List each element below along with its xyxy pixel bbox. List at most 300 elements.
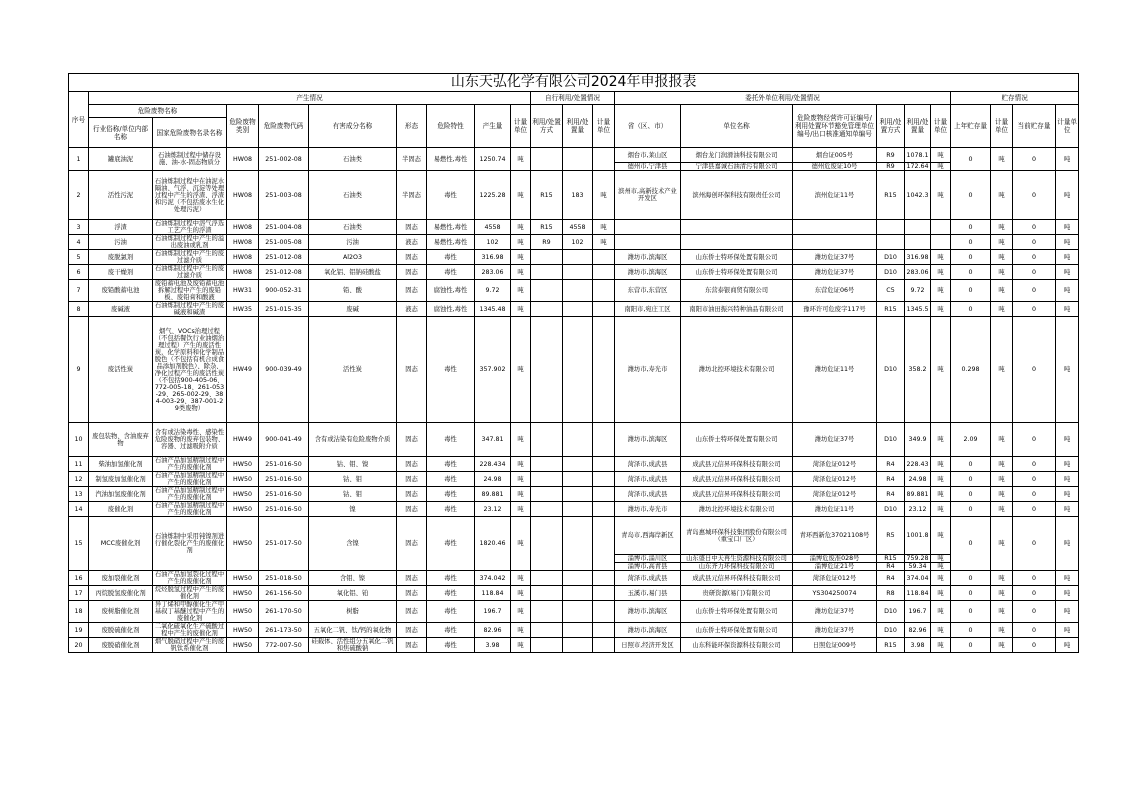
row-company: 山东侨士特环保处置有限公司 [681,250,793,265]
row-national-name: 石油炼制过程中产生的溢出废油或乳剂 [153,235,227,250]
row-ent-method: D10 [877,250,905,265]
row-license: 烟台证005号 [793,148,877,163]
row-ent-unit: 吨 [931,171,951,220]
row-form: 固态 [397,265,427,280]
row-amount: 228.434 [475,457,511,472]
row-storage-unit-2: 吨 [1056,457,1079,472]
row-property: 毒性 [427,265,475,280]
row-company: 山东盛日中天再生资源科技有限公司 [681,555,793,563]
row-property: 毒性 [427,638,475,653]
row-ent-method: R9 [877,148,905,163]
row-unit: 吨 [511,220,531,235]
row-self-method [531,601,563,623]
row-self-unit [593,571,615,586]
row-property: 毒性 [427,487,475,502]
row-region: 潍坊市,滨海区 [615,423,681,457]
row-license: 滨州危证11号 [793,171,877,220]
row-code: 251-003-08 [259,171,309,220]
row-national-name: 石油产品加氢精制过程中产生的废催化剂 [153,472,227,487]
row-industry-name: MCC废催化剂 [89,517,153,571]
row-company: 山东齐力环保科技有限公司 [681,563,793,571]
row-amount: 357.902 [475,317,511,423]
report-sheet [68,73,1078,653]
row-category: HW50 [227,586,259,601]
table-row [69,623,1079,638]
row-self-amount [563,280,593,302]
row-form: 固态 [397,317,427,423]
row-ent-unit: 吨 [931,317,951,423]
row-form: 固态 [397,638,427,653]
row-ent-amount: 759.28 [906,555,929,562]
row-category: HW08 [227,171,259,220]
row-seq: 16 [69,571,89,586]
header-storage: 贮存情况 [951,92,1079,105]
row-self-amount: 183 [563,171,593,220]
row-national-name: 石油炼制中采用钝镍剂进行催化裂化产生的废催化剂 [153,517,227,571]
row-last-year: 0 [951,265,991,280]
row-region: 菏泽市,成武县 [615,472,681,487]
row-category: HW08 [227,148,259,171]
row-component: 含有或沾染有危险废物介质 [309,423,397,457]
row-industry-name: 罐底油泥 [89,148,153,171]
row-storage-unit: 吨 [991,280,1013,302]
row-company: 潍坊北控环境技术有限公司 [681,502,793,517]
row-self-method [531,280,563,302]
row-component: 钴、钼、镍 [309,457,397,472]
row-license: 日照危证009号 [793,638,877,653]
row-category: HW08 [227,235,259,250]
header-ent-amount: 利用/处置量 [905,105,931,148]
row-component: Al2O3 [309,250,397,265]
row-national-name: 石油炼制过程中产生的废碱液和碱渣 [153,302,227,317]
row-license: 潍坊危证37号 [793,250,877,265]
row-self-amount [563,571,593,586]
row-unit: 吨 [511,265,531,280]
row-last-year: 0 [951,601,991,623]
row-storage-unit-2: 吨 [1056,586,1079,601]
row-code: 251-012-08 [259,250,309,265]
row-unit: 吨 [511,502,531,517]
row-code: 251-016-50 [259,457,309,472]
row-form: 固态 [397,472,427,487]
row-ent-amount: 3.98 [905,638,931,653]
row-last-year: 0.298 [951,317,991,423]
row-self-method [531,302,563,317]
row-ent-unit: 吨 [931,601,951,623]
row-national-name: 石油炼制过程中溶气浮选工艺产生的浮渣 [153,220,227,235]
report-title: 山东天弘化学有限公司2024年申报报表 [69,74,1079,92]
row-ent-amount: 59.34 [905,563,931,571]
row-amount: 1820.46 [475,517,511,571]
row-license: YS304250074 [793,586,877,601]
row-industry-name: 柴油加氢催化剂 [89,457,153,472]
row-component: 含镍 [309,517,397,571]
row-ent-amount: 1345.5 [905,302,931,317]
row-self-unit [593,423,615,457]
row-ent-unit: 吨 [931,502,951,517]
row-amount: 24.98 [475,472,511,487]
row-ent-method: R9 [877,163,905,171]
row-amount: 347.81 [475,423,511,457]
row-category: HW50 [227,517,259,571]
row-storage-unit-2: 吨 [1056,472,1079,487]
row-self-unit [593,623,615,638]
row-code: 772-007-50 [259,638,309,653]
row-region: 淄博市,高青县 [615,563,681,571]
header-waste-name: 危险废物名称 [89,105,227,118]
row-license: 潍坊危证37号 [793,265,877,280]
header-region: 省（区、市） [615,105,681,148]
row-code: 251-017-50 [259,517,309,571]
table-row [69,601,1079,623]
row-storage-unit-2: 吨 [1056,623,1079,638]
header-ent-unit: 计量单位 [931,105,951,148]
row-region: 潍坊市,滨海区 [615,601,681,623]
row-seq: 7 [69,280,89,302]
row-seq: 6 [69,265,89,280]
row-region: 淄博市,淄川区 [615,555,681,563]
row-self-method [531,265,563,280]
row-current: 0 [1013,457,1056,472]
row-self-method [531,638,563,653]
row-amount: 1250.74 [475,148,511,171]
table-row [69,457,1079,472]
row-last-year: 0 [951,623,991,638]
row-current: 0 [1013,423,1056,457]
row-ent-method: D10 [877,265,905,280]
row-national-name: 石油炼制过程中在油泥水隔油、气浮、沉淀等处理过程中产生的浮渣、浮渣和污泥（不包括废水生化处理污泥） [153,171,227,220]
row-ent-unit: 吨 [931,586,951,601]
row-seq: 15 [69,517,89,571]
row-storage-unit: 吨 [991,517,1013,571]
row-category: HW50 [227,623,259,638]
row-ent-method: D10 [877,502,905,517]
row-region: 滨州市,高新技术产业开发区 [615,171,681,220]
row-category: HW08 [227,250,259,265]
row-category: HW50 [227,472,259,487]
row-current: 0 [1013,235,1056,250]
row-amount: 283.06 [475,265,511,280]
row-ent-amount: 118.84 [905,586,931,601]
row-unit: 吨 [511,472,531,487]
header-self-unit: 计量单位 [593,105,615,148]
row-storage-unit-2: 吨 [1056,148,1079,171]
row-self-amount [563,472,593,487]
row-national-name: 石油产品加氢精制过程中产生的废催化剂 [153,457,227,472]
row-form: 固态 [397,487,427,502]
row-storage-unit: 吨 [991,171,1013,220]
row-national-name: 废铅蓄电池及废铅蓄电池拆解过程中产生的废铅板、废铅膏和酸液 [153,280,227,302]
row-storage-unit-2: 吨 [1056,235,1079,250]
table-row [69,487,1079,502]
row-self-method: R15 [531,171,563,220]
row-ent-amount: 374.04 [905,571,931,586]
row-license: 菏泽危证012号 [793,472,877,487]
row-industry-name: 废活性炭 [89,317,153,423]
header-self-use: 自行利用/处置情况 [531,92,615,105]
row-current: 0 [1013,601,1056,623]
row-license: 潍坊危证37号 [793,601,877,623]
row-last-year: 0 [951,457,991,472]
row-national-name: 烷烃脱氢过程中产生的废催化剂 [153,586,227,601]
row-self-unit: 吨 [593,220,615,235]
row-last-year: 0 [951,638,991,653]
row-code: 251-005-08 [259,235,309,250]
row-code: 251-004-08 [259,220,309,235]
row-amount: 3.98 [475,638,511,653]
row-ent-unit: 吨 [931,423,951,457]
row-component: 树脂 [309,601,397,623]
row-code: 261-156-50 [259,586,309,601]
row-storage-unit: 吨 [991,220,1013,235]
row-property: 毒性 [427,586,475,601]
row-unit: 吨 [511,601,531,623]
row-license: 淄博危证21号 [793,563,877,571]
row-ent-unit: 吨 [931,163,951,171]
row-current: 0 [1013,265,1056,280]
row-self-unit [593,265,615,280]
row-ent-amount: 23.12 [905,502,931,517]
row-form: 液态 [397,235,427,250]
row-storage-unit-2: 吨 [1056,265,1079,280]
row-current: 0 [1013,472,1056,487]
row-amount: 1225.28 [475,171,511,220]
row-self-amount [563,317,593,423]
row-ent-method: R4 [877,457,905,472]
row-component: 氧化铝、铝钠硅酸盐 [309,265,397,280]
row-self-method [531,457,563,472]
row-self-amount [563,601,593,623]
row-national-name: 二氧化硫氧化生产硫酸过程中产生的废催化剂 [153,623,227,638]
row-ent-method: R15 [877,171,905,220]
table-row [69,280,1079,302]
row-last-year: 0 [951,487,991,502]
row-region: 潍坊市,滨海区 [615,623,681,638]
row-current: 0 [1013,571,1056,586]
row-storage-unit: 吨 [991,317,1013,423]
row-ent-unit: 吨 [931,302,951,317]
row-national-name: 异丁烯和甲醇催化生产甲基叔丁基醚过程中产生的废催化剂 [153,601,227,623]
row-seq: 9 [69,317,89,423]
row-last-year: 0 [951,148,991,171]
row-region [615,220,681,235]
row-last-year: 0 [951,472,991,487]
row-code: 900-052-31 [259,280,309,302]
row-unit: 吨 [511,250,531,265]
row-ent-amount: 228.43 [905,457,931,472]
row-region: 潍坊市,寿光市 [615,502,681,517]
row-storage-unit: 吨 [991,265,1013,280]
row-ent-amount: 316.98 [905,250,931,265]
row-storage-unit: 吨 [991,472,1013,487]
row-company: 成武县元信昇环保科技有限公司 [681,487,793,502]
row-ent-amount: 349.9 [905,423,931,457]
header-component: 有害成分名称 [309,105,397,148]
row-storage-unit: 吨 [991,250,1013,265]
row-property: 易燃性,毒性 [427,220,475,235]
row-component: 钴、钼 [309,487,397,502]
row-industry-name: 浮渣 [89,220,153,235]
row-region [615,235,681,250]
row-component: 含钼、镍 [309,571,397,586]
row-industry-name: 废碱液 [89,302,153,317]
row-industry-name: 废脱硝催化剂 [89,638,153,653]
row-property: 毒性 [427,457,475,472]
row-self-amount [563,302,593,317]
row-last-year: 2.09 [951,423,991,457]
row-ent-amount: 283.06 [905,265,931,280]
row-self-method [531,502,563,517]
row-company [681,235,793,250]
row-ent-amount [905,220,931,235]
row-property: 毒性 [427,250,475,265]
row-form: 固态 [397,220,427,235]
table-row [69,171,1079,220]
row-last-year: 0 [951,280,991,302]
row-company [681,220,793,235]
row-national-name: 含有或沾染毒性、感染性危险废物的废弃包装物、容器、过滤吸附介质 [153,423,227,457]
row-storage-unit: 吨 [991,601,1013,623]
row-company: 滨州海创环保科技有限责任公司 [681,171,793,220]
row-unit: 吨 [511,235,531,250]
row-company: 烟台龙门润滑油科技有限公司 [681,148,793,163]
row-region: 东营市,东营区 [615,280,681,302]
row-last-year: 0 [951,171,991,220]
row-ent-unit [931,220,951,235]
row-storage-unit-2: 吨 [1056,317,1079,423]
row-region: 潍坊市,滨海区 [615,250,681,265]
row-self-method [531,423,563,457]
row-company: 南阳市油田振兴特种油品有限公司 [681,302,793,317]
row-self-amount: 4558 [563,220,593,235]
row-industry-name: 废脱氯剂 [89,250,153,265]
row-self-unit [593,601,615,623]
row-self-method [531,472,563,487]
row-region: 烟台市,莱山区 [615,148,681,163]
row-amount: 196.7 [475,601,511,623]
row-seq: 3 [69,220,89,235]
row-national-name: 石油产品加氢精制过程中产生的废催化剂 [153,502,227,517]
row-ent-method: R4 [877,571,905,586]
row-seq: 8 [69,302,89,317]
row-ent-method: D10 [877,423,905,457]
row-property: 腐蚀性,毒性 [427,302,475,317]
row-seq: 20 [69,638,89,653]
row-code: 261-173-50 [259,623,309,638]
row-ent-unit: 吨 [931,517,951,555]
row-license: 潍坊危证37号 [793,623,877,638]
row-ent-amount: 1078.1 [905,148,931,163]
row-company: 成武县元信昇环保科技有限公司 [681,571,793,586]
header-industry-name: 行业俗称/单位内部名称 [89,118,153,148]
row-company: 东营泰银商贸有限公司 [681,280,793,302]
row-unit: 吨 [511,623,531,638]
row-unit: 吨 [511,317,531,423]
header-license: 危险废物经营许可证编号/利用处置环节豁免管理单位编号/出口核准通知单编号 [793,105,877,148]
table-row [69,638,1079,653]
row-ent-amount: 24.98 [905,472,931,487]
row-storage-unit-2: 吨 [1056,487,1079,502]
row-category: HW50 [227,502,259,517]
header-company: 单位名称 [681,105,793,148]
row-ent-unit: 吨 [931,563,951,571]
row-self-unit [593,487,615,502]
row-ent-amount: 82.96 [905,623,931,638]
row-industry-name: 废脱硫催化剂 [89,623,153,638]
row-ent-amount: 89.881 [905,487,931,502]
row-property: 毒性 [427,472,475,487]
row-storage-unit: 吨 [991,623,1013,638]
row-property: 毒性 [427,502,475,517]
row-region: 南阳市,宛庄工区 [615,302,681,317]
row-category: HW49 [227,423,259,457]
row-last-year: 0 [951,586,991,601]
row-industry-name: 制氢废加氢催化剂 [89,472,153,487]
row-component: 废碱 [309,302,397,317]
row-seq: 19 [69,623,89,638]
row-seq: 10 [69,423,89,457]
header-category: 危险废物类别 [227,105,259,148]
row-ent-amount: 1001.8 [905,517,931,555]
row-property: 毒性 [427,423,475,457]
row-storage-unit-2: 吨 [1056,571,1079,586]
row-industry-name: 废加裂催化剂 [89,571,153,586]
row-component: 活性炭 [309,317,397,423]
row-company: 青岛惠城环保科技集团股份有限公司（重宝口厂区） [681,517,793,555]
row-current: 0 [1013,148,1056,171]
row-ent-unit: 吨 [931,487,951,502]
row-last-year: 0 [951,571,991,586]
table-row [69,586,1079,601]
table-row [69,502,1079,517]
table-row [69,235,1079,250]
row-national-name: 石油产品加氢裂化过程中产生的废催化剂 [153,571,227,586]
row-ent-unit [931,235,951,250]
row-storage-unit: 吨 [991,457,1013,472]
row-region: 菏泽市,成武县 [615,571,681,586]
row-form: 半固态 [397,148,427,171]
row-region: 菏泽市,成武县 [615,457,681,472]
row-license [793,235,877,250]
row-code: 251-002-08 [259,148,309,171]
row-license: 菏泽危证012号 [793,457,877,472]
row-ent-method [877,235,905,250]
row-amount: 1345.48 [475,302,511,317]
row-ent-amount: 9.72 [905,280,931,302]
row-license: 潍坊危证11号 [793,317,877,423]
row-company: 山东科能环保资源科技有限公司 [681,638,793,653]
row-national-name: 石油炼制过程中储存设施、油-水-固态物质分 [153,148,227,171]
row-storage-unit-2: 吨 [1056,502,1079,517]
row-component: 石油类 [309,220,397,235]
row-property: 毒性 [427,517,475,571]
row-self-method [531,317,563,423]
row-ent-amount: 1042.3 [905,171,931,220]
row-category: HW50 [227,457,259,472]
row-industry-name: 废包装物、含油废弃物 [89,423,153,457]
row-self-amount [563,148,593,171]
row-license: 青环西新危37021108号 [793,517,877,555]
row-license: 东营危证06号 [793,280,877,302]
row-ent-unit: 吨 [931,148,951,163]
table-row [69,571,1079,586]
row-company: 山东侨士特环保处置有限公司 [681,423,793,457]
table-row [69,250,1079,265]
table-row [69,265,1079,280]
row-industry-name: 废催化剂 [89,502,153,517]
row-storage-unit: 吨 [991,586,1013,601]
row-self-unit [593,302,615,317]
